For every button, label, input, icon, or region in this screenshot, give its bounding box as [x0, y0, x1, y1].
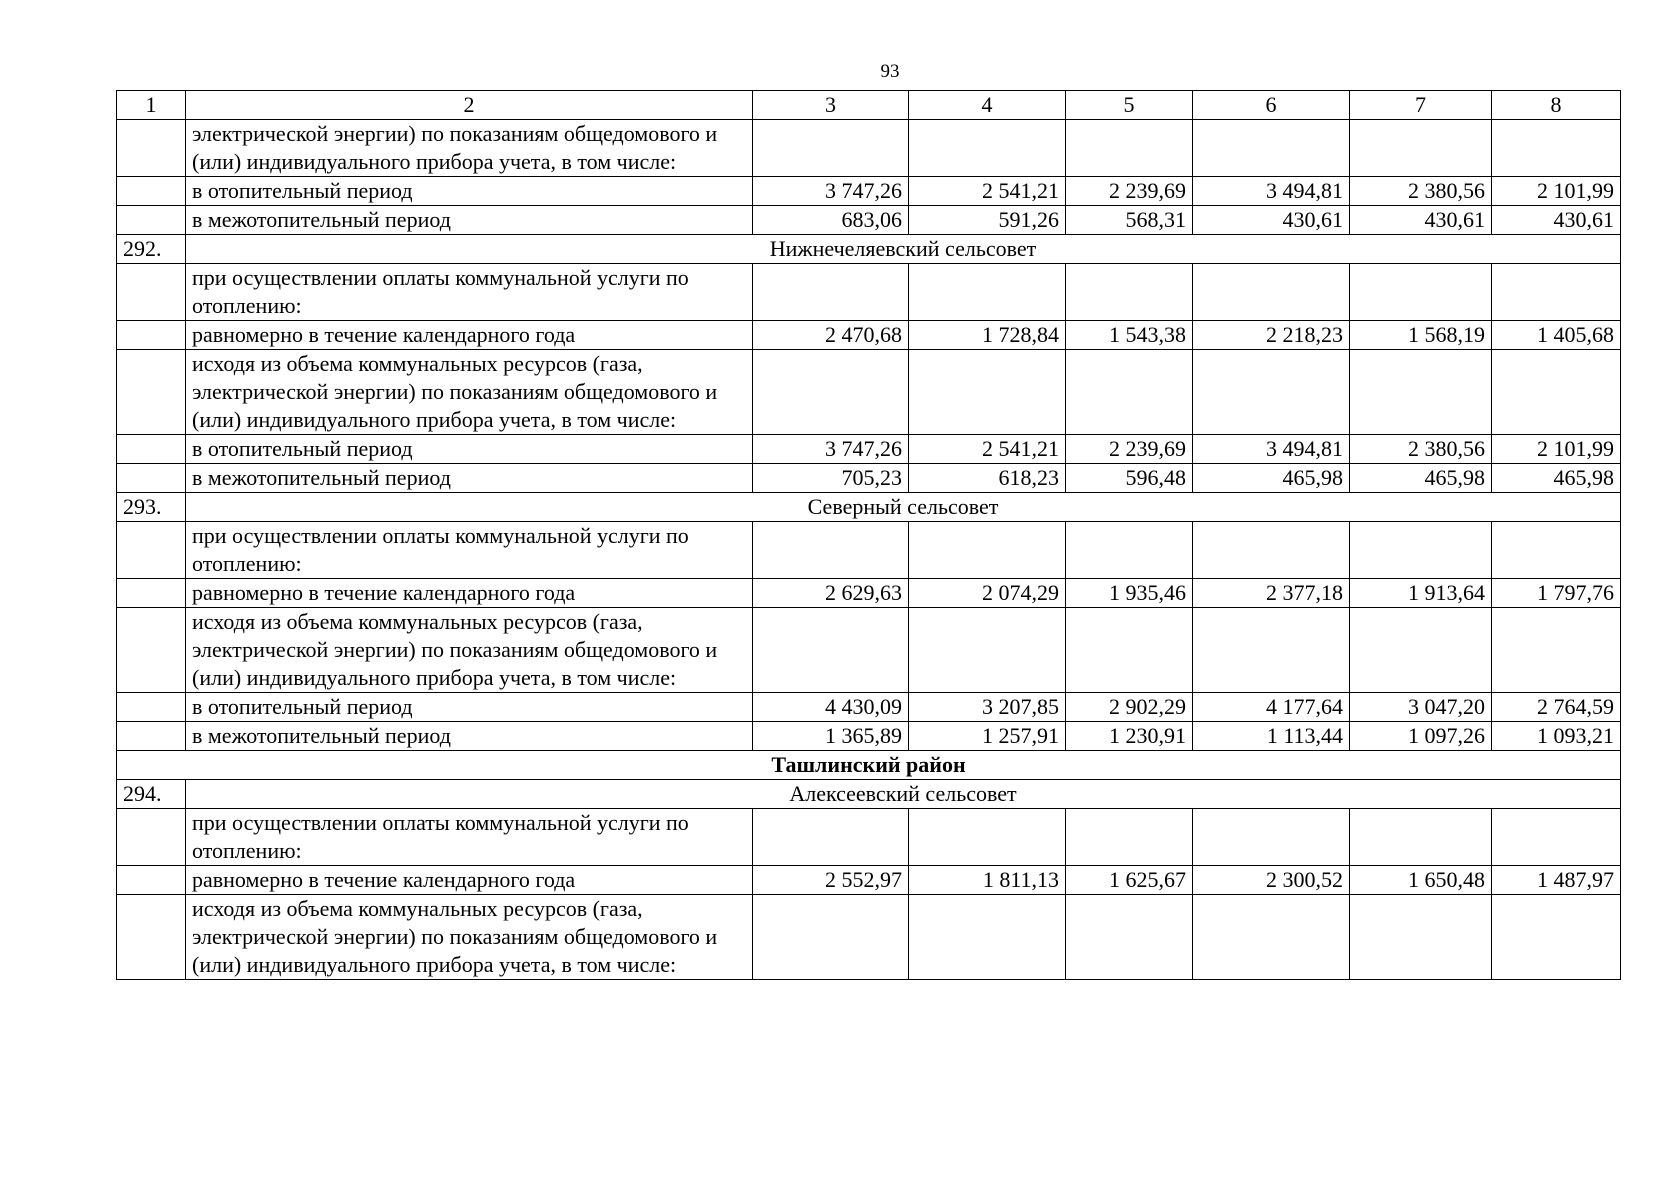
value-cell	[909, 264, 1066, 321]
value-cell: 1 913,64	[1350, 579, 1492, 608]
value-cell	[909, 522, 1066, 579]
description-cell: равномерно в течение календарного года	[186, 579, 753, 608]
header-cell: 5	[1066, 91, 1193, 120]
description-cell: в межотопительный период	[186, 464, 753, 493]
header-row	[117, 91, 1621, 120]
value-cell: 1 487,97	[1492, 866, 1621, 895]
description-cell: в отопительный период	[186, 177, 753, 206]
value-cell: 1 113,44	[1193, 722, 1350, 751]
table-row	[117, 522, 1621, 579]
value-cell	[1350, 809, 1492, 866]
table-row	[117, 350, 1621, 435]
row-number-cell	[117, 866, 186, 895]
page-number: 93	[880, 61, 900, 82]
table-body	[117, 91, 1621, 980]
table-row	[117, 464, 1621, 493]
value-cell: 2 239,69	[1066, 177, 1193, 206]
value-cell: 596,48	[1066, 464, 1193, 493]
value-cell: 705,23	[753, 464, 909, 493]
description-cell: исходя из объема коммунальных ресурсов (газа, электрической энергии) по показаниям общедомового и (или) индивидуального прибора учета, в том числе:	[186, 350, 753, 435]
header-cell: 7	[1350, 91, 1492, 120]
value-cell	[1193, 895, 1350, 980]
row-number-cell	[117, 809, 186, 866]
section-title: Северный сельсовет	[186, 493, 1621, 522]
value-cell: 3 047,20	[1350, 693, 1492, 722]
value-cell: 430,61	[1193, 206, 1350, 235]
value-cell: 430,61	[1492, 206, 1621, 235]
value-cell	[1492, 350, 1621, 435]
value-cell: 1 543,38	[1066, 321, 1193, 350]
header-cell: 1	[117, 91, 186, 120]
section-number: 293.	[117, 493, 186, 522]
value-cell: 1 097,26	[1350, 722, 1492, 751]
section-row	[117, 235, 1621, 264]
description-cell: в отопительный период	[186, 435, 753, 464]
value-cell	[753, 522, 909, 579]
value-cell	[1066, 350, 1193, 435]
section-number: 292.	[117, 235, 186, 264]
row-number-cell	[117, 579, 186, 608]
value-cell: 1 935,46	[1066, 579, 1193, 608]
value-cell: 2 239,69	[1066, 435, 1193, 464]
value-cell	[753, 895, 909, 980]
table-row	[117, 120, 1621, 177]
description-cell: равномерно в течение календарного года	[186, 321, 753, 350]
row-number-cell	[117, 350, 186, 435]
table-row	[117, 177, 1621, 206]
district-title: Ташлинский район	[117, 751, 1621, 780]
value-cell	[1193, 608, 1350, 693]
description-cell: при осуществлении оплаты коммунальной услуги по отоплению:	[186, 809, 753, 866]
value-cell: 1 728,84	[909, 321, 1066, 350]
value-cell: 1 405,68	[1492, 321, 1621, 350]
value-cell	[1492, 809, 1621, 866]
row-number-cell	[117, 321, 186, 350]
section-row	[117, 780, 1621, 809]
value-cell	[1492, 264, 1621, 321]
header-cell: 6	[1193, 91, 1350, 120]
value-cell	[1066, 608, 1193, 693]
value-cell: 430,61	[1350, 206, 1492, 235]
value-cell	[1350, 120, 1492, 177]
description-cell: в отопительный период	[186, 693, 753, 722]
table-row	[117, 693, 1621, 722]
value-cell	[1492, 522, 1621, 579]
value-cell: 2 470,68	[753, 321, 909, 350]
value-cell	[753, 809, 909, 866]
district-row	[117, 751, 1621, 780]
table-row	[117, 866, 1621, 895]
value-cell	[1492, 608, 1621, 693]
value-cell: 3 494,81	[1193, 177, 1350, 206]
value-cell	[1066, 264, 1193, 321]
table-row	[117, 809, 1621, 866]
value-cell: 3 747,26	[753, 435, 909, 464]
value-cell: 591,26	[909, 206, 1066, 235]
value-cell	[1350, 264, 1492, 321]
value-cell	[1193, 264, 1350, 321]
table-row	[117, 579, 1621, 608]
value-cell	[1193, 120, 1350, 177]
header-cell: 2	[186, 91, 753, 120]
value-cell: 2 552,97	[753, 866, 909, 895]
table-row	[117, 321, 1621, 350]
value-cell: 1 568,19	[1350, 321, 1492, 350]
description-cell: в межотопительный период	[186, 206, 753, 235]
row-number-cell	[117, 206, 186, 235]
table-row	[117, 435, 1621, 464]
value-cell: 2 541,21	[909, 177, 1066, 206]
value-cell: 465,98	[1350, 464, 1492, 493]
value-cell: 2 380,56	[1350, 435, 1492, 464]
value-cell	[1066, 809, 1193, 866]
value-cell: 1 650,48	[1350, 866, 1492, 895]
value-cell: 2 300,52	[1193, 866, 1350, 895]
value-cell: 1 797,76	[1492, 579, 1621, 608]
value-cell: 4 177,64	[1193, 693, 1350, 722]
value-cell	[909, 120, 1066, 177]
row-number-cell	[117, 722, 186, 751]
value-cell	[753, 120, 909, 177]
value-cell: 1 365,89	[753, 722, 909, 751]
row-number-cell	[117, 435, 186, 464]
value-cell: 465,98	[1492, 464, 1621, 493]
value-cell: 2 074,29	[909, 579, 1066, 608]
table-row	[117, 722, 1621, 751]
value-cell: 2 380,56	[1350, 177, 1492, 206]
row-number-cell	[117, 120, 186, 177]
value-cell	[909, 608, 1066, 693]
row-number-cell	[117, 895, 186, 980]
description-cell: в межотопительный период	[186, 722, 753, 751]
row-number-cell	[117, 608, 186, 693]
value-cell	[1066, 120, 1193, 177]
table-row	[117, 608, 1621, 693]
value-cell	[1066, 522, 1193, 579]
description-cell: при осуществлении оплаты коммунальной услуги по отоплению:	[186, 264, 753, 321]
value-cell	[1350, 895, 1492, 980]
table-row	[117, 206, 1621, 235]
value-cell: 3 207,85	[909, 693, 1066, 722]
value-cell	[753, 350, 909, 435]
table-row	[117, 895, 1621, 980]
value-cell: 1 257,91	[909, 722, 1066, 751]
value-cell	[1193, 350, 1350, 435]
row-number-cell	[117, 522, 186, 579]
header-cell: 4	[909, 91, 1066, 120]
header-cell: 8	[1492, 91, 1621, 120]
value-cell	[1492, 120, 1621, 177]
description-cell: электрической энергии) по показаниям общедомового и (или) индивидуального прибора учета, в том числе:	[186, 120, 753, 177]
description-cell: при осуществлении оплаты коммунальной услуги по отоплению:	[186, 522, 753, 579]
value-cell: 2 101,99	[1492, 435, 1621, 464]
value-cell: 465,98	[1193, 464, 1350, 493]
value-cell: 1 093,21	[1492, 722, 1621, 751]
description-cell: равномерно в течение календарного года	[186, 866, 753, 895]
row-number-cell	[117, 177, 186, 206]
section-row	[117, 493, 1621, 522]
table-row	[117, 264, 1621, 321]
description-cell: исходя из объема коммунальных ресурсов (газа, электрической энергии) по показаниям общедомового и (или) индивидуального прибора учета, в том числе:	[186, 608, 753, 693]
value-cell: 2 101,99	[1492, 177, 1621, 206]
value-cell: 2 902,29	[1066, 693, 1193, 722]
value-cell	[909, 350, 1066, 435]
section-number: 294.	[117, 780, 186, 809]
value-cell: 2 629,63	[753, 579, 909, 608]
value-cell: 1 625,67	[1066, 866, 1193, 895]
value-cell	[1193, 809, 1350, 866]
value-cell	[1350, 350, 1492, 435]
tariff-table	[116, 90, 1621, 980]
section-title: Алексеевский сельсовет	[186, 780, 1621, 809]
value-cell: 3 747,26	[753, 177, 909, 206]
section-title: Нижнечеляевский сельсовет	[186, 235, 1621, 264]
value-cell: 2 764,59	[1492, 693, 1621, 722]
value-cell	[1066, 895, 1193, 980]
row-number-cell	[117, 464, 186, 493]
value-cell: 2 377,18	[1193, 579, 1350, 608]
value-cell: 1 230,91	[1066, 722, 1193, 751]
value-cell: 3 494,81	[1193, 435, 1350, 464]
header-cell: 3	[753, 91, 909, 120]
value-cell	[753, 264, 909, 321]
value-cell: 568,31	[1066, 206, 1193, 235]
value-cell: 618,23	[909, 464, 1066, 493]
value-cell: 683,06	[753, 206, 909, 235]
value-cell: 1 811,13	[909, 866, 1066, 895]
value-cell	[1492, 895, 1621, 980]
value-cell	[909, 809, 1066, 866]
value-cell	[1193, 522, 1350, 579]
value-cell: 2 541,21	[909, 435, 1066, 464]
value-cell: 2 218,23	[1193, 321, 1350, 350]
value-cell	[1350, 522, 1492, 579]
value-cell	[753, 608, 909, 693]
row-number-cell	[117, 264, 186, 321]
value-cell: 4 430,09	[753, 693, 909, 722]
value-cell	[1350, 608, 1492, 693]
value-cell	[909, 895, 1066, 980]
description-cell: исходя из объема коммунальных ресурсов (газа, электрической энергии) по показаниям общедомового и (или) индивидуального прибора учета, в том числе:	[186, 895, 753, 980]
row-number-cell	[117, 693, 186, 722]
